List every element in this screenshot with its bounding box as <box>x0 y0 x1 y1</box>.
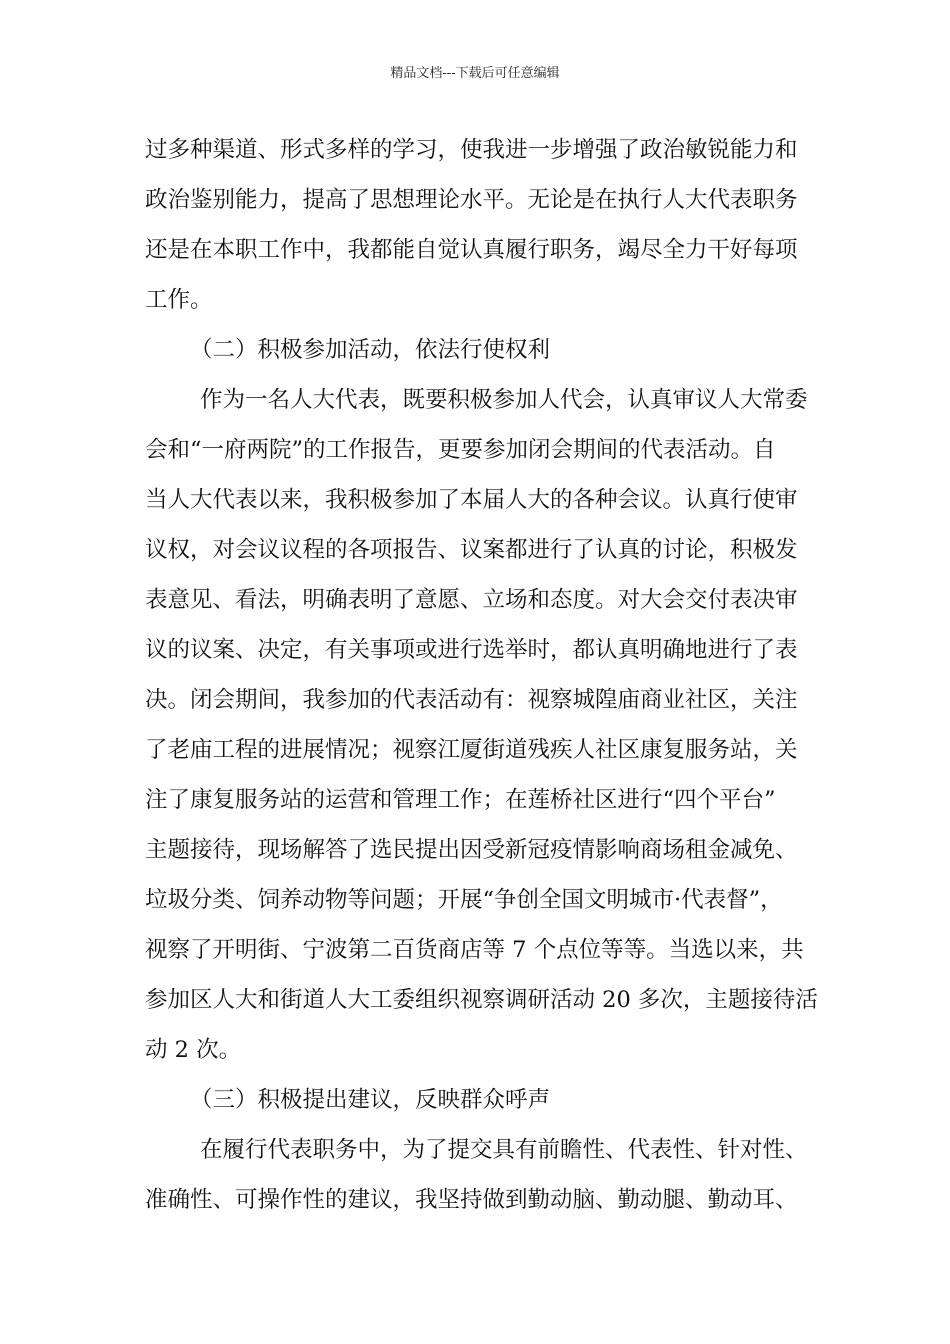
section-heading: （二）积极参加活动，依法行使权利 <box>190 337 551 363</box>
body-line: 准确性、可操作性的建议，我坚持做到勤动脑、勤动腿、勤动耳、 <box>145 1187 798 1213</box>
body-line: 视察了开明街、宁波第二百货商店等 7 个点位等等。当选以来，共 <box>145 937 804 963</box>
body-line: 在履行代表职务中，为了提交具有前瞻性、代表性、针对性、 <box>200 1137 808 1163</box>
body-line: 作为一名人大代表，既要积极参加人代会，认真审议人大常委 <box>200 387 808 413</box>
body-line: 过多种渠道、形式多样的学习，使我进一步增强了政治敏锐能力和 <box>145 137 798 163</box>
body-line: 议权，对会议议程的各项报告、议案都进行了认真的讨论，积极发 <box>145 537 798 563</box>
body-line: 决。闭会期间，我参加的代表活动有：视察城隍庙商业社区，关注 <box>145 687 798 713</box>
body-line: 议的议案、决定，有关事项或进行选举时，都认真明确地进行了表 <box>145 637 798 663</box>
body-line: 工作。 <box>145 287 213 313</box>
body-line: 当人大代表以来，我积极参加了本届人大的各种会议。认真行使审 <box>145 487 798 513</box>
body-line: 还是在本职工作中，我都能自觉认真履行职务，竭尽全力干好每项 <box>145 237 798 263</box>
body-line: 会和“一府两院”的工作报告，更要参加闭会期间的代表活动。自 <box>145 437 776 463</box>
page-header: 精品文档---下载后可任意编辑 <box>390 66 560 81</box>
body-line: 垃圾分类、饲养动物等问题；开展“争创全国文明城市·代表督”， <box>145 887 783 913</box>
body-line: 主题接待，现场解答了选民提出因受新冠疫情影响商场租金减免、 <box>145 837 798 863</box>
body-line: 注了康复服务站的运营和管理工作；在莲桥社区进行“四个平台” <box>145 787 776 813</box>
body-line: 政治鉴别能力，提高了思想理论水平。无论是在执行人大代表职务 <box>145 187 798 213</box>
body-line: 表意见、看法，明确表明了意愿、立场和态度。对大会交付表决审 <box>145 587 798 613</box>
body-line: 了老庙工程的进展情况；视察江厦街道残疾人社区康复服务站，关 <box>145 737 798 763</box>
body-line: 动 2 次。 <box>145 1037 242 1063</box>
body-line: 参加区人大和街道人大工委组织视察调研活动 20 多次，主题接待活 <box>145 987 818 1013</box>
section-heading: （三）积极提出建议，反映群众呼声 <box>190 1087 551 1113</box>
